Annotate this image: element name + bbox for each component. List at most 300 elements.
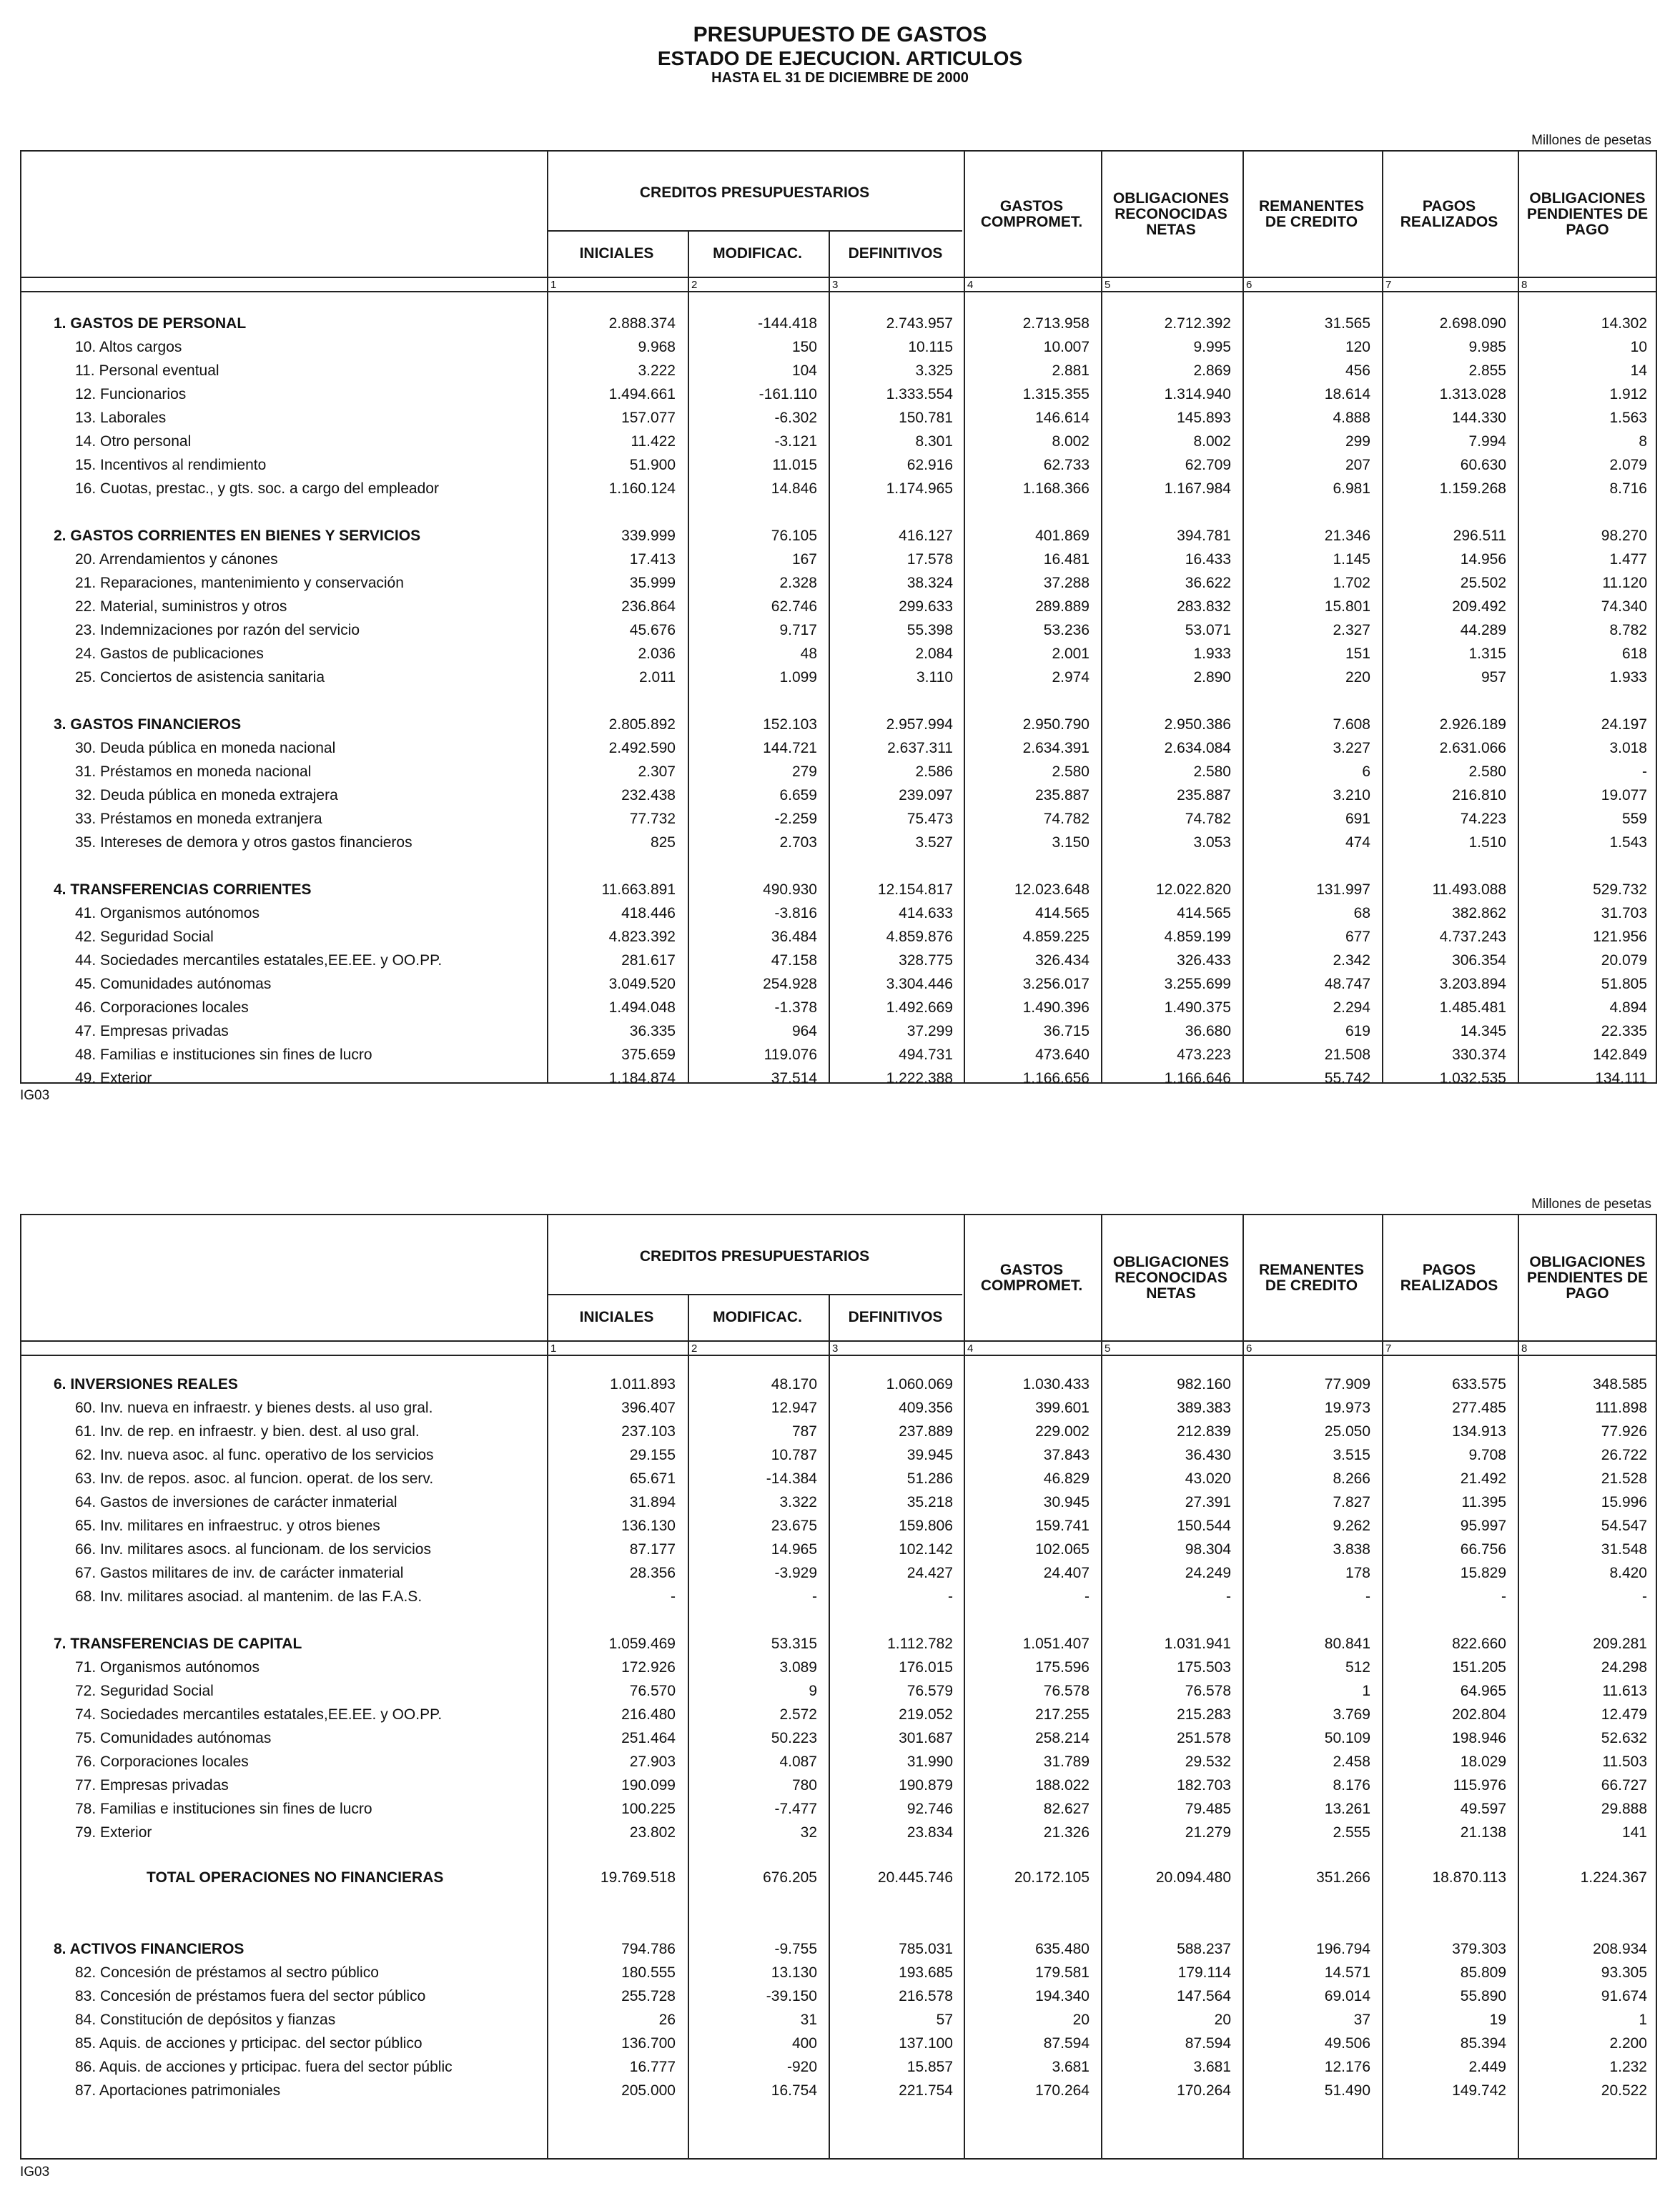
- units-label-2: Millones de pesetas: [1531, 1197, 1651, 1212]
- cell-value: 220: [1345, 669, 1370, 686]
- table-row: [21, 1961, 1656, 1984]
- cell-value: 20.094.480: [1155, 1869, 1231, 1886]
- cell-value: 3.838: [1333, 1541, 1370, 1558]
- cell-value: 301.687: [899, 1730, 953, 1746]
- cell-value: 2.888.374: [608, 315, 676, 332]
- cell-value: 175.596: [1035, 1659, 1089, 1676]
- column-number: 7: [1385, 1342, 1392, 1355]
- cell-value: 21.326: [1043, 1824, 1089, 1841]
- cell-value: 9.968: [638, 339, 676, 355]
- row-label: 49. Exterior: [75, 1070, 152, 1087]
- cell-value: 2.712.392: [1164, 315, 1231, 332]
- row-label: 16. Cuotas, prestac., y gts. soc. a cargo del empleador: [75, 480, 439, 497]
- table-row: [21, 642, 1656, 666]
- cell-value: 51.900: [629, 457, 676, 473]
- header-modificac: MODIFICAC.: [713, 245, 802, 262]
- cell-value: 51.490: [1324, 2082, 1370, 2099]
- cell-value: 159.806: [899, 1518, 953, 1534]
- cell-value: 20.079: [1601, 952, 1647, 969]
- cell-value: 2.869: [1193, 362, 1231, 379]
- cell-value: 209.492: [1452, 598, 1506, 615]
- cell-value: 144.330: [1452, 410, 1506, 426]
- cell-value: 146.614: [1035, 410, 1089, 426]
- table-row: [21, 1538, 1656, 1561]
- cell-value: 17.413: [629, 551, 676, 568]
- cell-value: 32: [800, 1824, 817, 1841]
- cell-value: 20.522: [1601, 2082, 1647, 2099]
- cell-value: -14.384: [766, 1470, 817, 1487]
- column-number: 1: [550, 279, 557, 291]
- cell-value: -: [671, 1588, 676, 1605]
- cell-value: 389.383: [1177, 1400, 1231, 1416]
- cell-value: 31.990: [906, 1754, 953, 1770]
- cell-value: -920: [786, 2059, 817, 2075]
- table-row: [21, 1067, 1656, 1090]
- row-label: 65. Inv. militares en infraestruc. y otros bienes: [75, 1518, 380, 1534]
- cell-value: 3.049.520: [608, 976, 676, 992]
- cell-value: 400: [791, 2035, 817, 2052]
- cell-value: 74.223: [1460, 811, 1506, 827]
- cell-value: -144.418: [758, 315, 817, 332]
- table-row: [21, 1750, 1656, 1774]
- cell-value: 232.438: [621, 787, 676, 803]
- cell-value: 787: [791, 1423, 817, 1440]
- cell-value: 24.427: [906, 1565, 953, 1581]
- cell-value: 255.728: [621, 1988, 676, 2004]
- cell-value: 20.445.746: [877, 1869, 953, 1886]
- cell-value: 149.742: [1452, 2082, 1506, 2099]
- cell-value: 57: [936, 2012, 953, 2028]
- cell-value: 23.802: [629, 1824, 676, 1841]
- doc-subtitle: ESTADO DE EJECUCION. ARTICULOS: [657, 47, 1023, 69]
- cell-value: 196.794: [1316, 1941, 1370, 1957]
- cell-value: 2.586: [915, 763, 953, 780]
- cell-value: 87.594: [1043, 2035, 1089, 2052]
- cell-value: 207: [1345, 457, 1370, 473]
- row-label: 63. Inv. de repos. asoc. al funcion. operat. de los serv.: [75, 1470, 434, 1487]
- cell-value: 3.304.446: [886, 976, 953, 992]
- cell-value: 87.594: [1185, 2035, 1231, 2052]
- cell-value: 4.737.243: [1439, 929, 1506, 945]
- row-label: 41. Organismos autónomos: [75, 905, 260, 921]
- table-row: [21, 335, 1656, 359]
- cell-value: 35.218: [906, 1494, 953, 1510]
- cell-value: 251.464: [621, 1730, 676, 1746]
- cell-value: 36.430: [1185, 1447, 1231, 1463]
- cell-value: 11.613: [1602, 1683, 1647, 1699]
- table-row: [21, 382, 1656, 406]
- cell-value: 76.570: [629, 1683, 676, 1699]
- cell-value: 1.224.367: [1580, 1869, 1647, 1886]
- cell-value: 37: [1353, 2012, 1370, 2028]
- cell-value: 49.506: [1324, 2035, 1370, 2052]
- row-label: 22. Material, suministros y otros: [75, 598, 287, 615]
- row-label: 75. Comunidades autónomas: [75, 1730, 272, 1746]
- cell-value: -2.259: [774, 811, 817, 827]
- cell-value: 24.249: [1185, 1565, 1231, 1581]
- cell-value: 188.022: [1035, 1777, 1089, 1794]
- cell-value: 217.255: [1035, 1706, 1089, 1723]
- cell-value: 21.528: [1601, 1470, 1647, 1487]
- cell-value: 1.159.268: [1439, 480, 1506, 497]
- cell-value: 157.077: [621, 410, 676, 426]
- cell-value: 414.565: [1035, 905, 1089, 921]
- row-label: 4. TRANSFERENCIAS CORRIENTES: [54, 881, 312, 898]
- header-obligaciones: OBLIGACIONES RECONOCIDAS NETAS: [1112, 1253, 1230, 1302]
- cell-value: 2.342: [1333, 952, 1370, 969]
- doc-date: HASTA EL 31 DE DICIEMBRE DE 2000: [711, 70, 969, 86]
- cell-value: 2.637.311: [887, 740, 953, 756]
- cell-value: -: [1642, 1588, 1647, 1605]
- cell-value: 45.676: [629, 622, 676, 638]
- table-row: [21, 1774, 1656, 1797]
- cell-value: 76.578: [1043, 1683, 1089, 1699]
- column-number: 4: [967, 1342, 974, 1355]
- cell-value: 982.160: [1177, 1376, 1231, 1393]
- cell-value: 1.912: [1609, 386, 1647, 402]
- cell-value: -: [1084, 1588, 1089, 1605]
- cell-value: 14: [1630, 362, 1647, 379]
- column-number-line: [21, 1355, 1656, 1356]
- cell-value: 52.632: [1601, 1730, 1647, 1746]
- cell-value: 179.114: [1177, 1964, 1231, 1981]
- cell-value: 588.237: [1177, 1941, 1231, 1957]
- cell-value: 20.172.105: [1014, 1869, 1089, 1886]
- cell-value: 37.299: [906, 1023, 953, 1039]
- cell-value: 36.484: [771, 929, 817, 945]
- cell-value: 60.630: [1460, 457, 1506, 473]
- cell-value: 4.823.392: [608, 929, 676, 945]
- column-number: 8: [1521, 279, 1528, 291]
- cell-value: 1.174.965: [886, 480, 953, 497]
- cell-value: 13.130: [771, 1964, 817, 1981]
- cell-value: 17.578: [906, 551, 953, 568]
- row-label: 2. GASTOS CORRIENTES EN BIENES Y SERVICIOS: [54, 528, 421, 544]
- cell-value: -7.477: [774, 1801, 817, 1817]
- cell-value: 144.721: [763, 740, 817, 756]
- cell-value: 676.205: [763, 1869, 817, 1886]
- cell-value: 3.255.699: [1164, 976, 1231, 992]
- header-modificac: MODIFICAC.: [713, 1309, 802, 1325]
- cell-value: 2.890: [1193, 669, 1231, 686]
- cell-value: 141: [1621, 1824, 1647, 1841]
- cell-value: 37.514: [771, 1070, 817, 1087]
- column-number: 6: [1246, 279, 1252, 291]
- header-bottom-line: [21, 1340, 1656, 1342]
- cell-value: -39.150: [766, 1988, 817, 2004]
- cell-value: 2.458: [1333, 1754, 1370, 1770]
- cell-value: 8.301: [915, 433, 953, 450]
- cell-value: -6.302: [774, 410, 817, 426]
- row-label: 10. Altos cargos: [75, 339, 182, 355]
- table-row: [21, 1984, 1656, 2008]
- cell-value: 473.223: [1177, 1047, 1231, 1063]
- row-label: 66. Inv. militares asocs. al funcionam. de los servicios: [75, 1541, 431, 1558]
- cell-value: 382.862: [1452, 905, 1506, 921]
- category-row: [21, 713, 1656, 736]
- cell-value: 31: [800, 2012, 817, 2028]
- cell-value: 7.608: [1333, 716, 1370, 733]
- cell-value: 296.511: [1453, 528, 1506, 544]
- cell-value: 10.787: [771, 1447, 817, 1463]
- cell-value: 30.945: [1043, 1494, 1089, 1510]
- cell-value: 193.685: [899, 1964, 953, 1981]
- cell-value: 237.889: [899, 1423, 953, 1440]
- cell-value: 3.515: [1333, 1447, 1370, 1463]
- cell-value: 2.449: [1468, 2059, 1506, 2075]
- cell-value: 134.111: [1595, 1070, 1647, 1087]
- cell-value: 180.555: [621, 1964, 676, 1981]
- cell-value: 14.956: [1460, 551, 1506, 568]
- row-label: 83. Concesión de préstamos fuera del sector público: [75, 1988, 426, 2004]
- row-label: 12. Funcionarios: [75, 386, 187, 402]
- cell-value: 299.633: [899, 598, 953, 615]
- cell-value: 2.743.957: [886, 315, 953, 332]
- cell-value: 14.345: [1460, 1023, 1506, 1039]
- cell-value: 1.030.433: [1022, 1376, 1089, 1393]
- cell-value: 474: [1345, 834, 1370, 851]
- cell-value: 77.909: [1324, 1376, 1370, 1393]
- cell-value: 66.756: [1460, 1541, 1506, 1558]
- total-row: [21, 1866, 1656, 1889]
- cell-value: 277.485: [1452, 1400, 1506, 1416]
- cell-value: 254.928: [763, 976, 817, 992]
- cell-value: 24.197: [1601, 716, 1647, 733]
- cell-value: 3.053: [1193, 834, 1231, 851]
- row-label: 33. Préstamos en moneda extranjera: [75, 811, 322, 827]
- cell-value: 22.335: [1601, 1023, 1647, 1039]
- cell-value: 8.266: [1333, 1470, 1370, 1487]
- cell-value: 1.485.481: [1439, 999, 1506, 1016]
- cell-value: 39.945: [906, 1447, 953, 1463]
- table-row: [21, 477, 1656, 500]
- cell-value: 456: [1345, 362, 1370, 379]
- cell-value: 1.510: [1468, 834, 1506, 851]
- cell-value: 2.950.790: [1022, 716, 1089, 733]
- cell-value: -3.929: [774, 1565, 817, 1581]
- cell-value: 4.859.225: [1022, 929, 1089, 945]
- cell-value: 326.433: [1177, 952, 1231, 969]
- table-row: [21, 1561, 1656, 1585]
- cell-value: 1.702: [1333, 575, 1370, 591]
- cell-value: 31.548: [1601, 1541, 1647, 1558]
- cell-value: 121.956: [1593, 929, 1647, 945]
- row-label: 64. Gastos de inversiones de carácter inmaterial: [75, 1494, 397, 1510]
- cell-value: 29.532: [1185, 1754, 1231, 1770]
- cell-value: 21.279: [1185, 1824, 1231, 1841]
- row-label: 15. Incentivos al rendimiento: [75, 457, 267, 473]
- table-row: [21, 2079, 1656, 2102]
- cell-value: 62.709: [1185, 457, 1231, 473]
- row-label: 45. Comunidades autónomas: [75, 976, 272, 992]
- table-row: [21, 925, 1656, 949]
- cell-value: 208.934: [1593, 1941, 1647, 1957]
- row-label: 48. Familias e instituciones sin fines de lucro: [75, 1047, 372, 1063]
- cell-value: 29.155: [629, 1447, 676, 1463]
- table-row: [21, 406, 1656, 430]
- column-number: 6: [1246, 1342, 1252, 1355]
- cell-value: 11.395: [1461, 1494, 1506, 1510]
- cell-value: 289.889: [1035, 598, 1089, 615]
- cell-value: 21.492: [1460, 1470, 1506, 1487]
- table-row: [21, 760, 1656, 783]
- cell-value: 1.492.669: [886, 999, 953, 1016]
- cell-value: 3.222: [638, 362, 676, 379]
- table-row: [21, 1490, 1656, 1514]
- cell-value: 1.494.048: [608, 999, 676, 1016]
- cell-value: 414.565: [1177, 905, 1231, 921]
- cell-value: 473.640: [1035, 1047, 1089, 1063]
- cell-value: 25.050: [1324, 1423, 1370, 1440]
- cell-value: 19: [1489, 2012, 1506, 2028]
- cell-value: 235.887: [1177, 787, 1231, 803]
- cell-value: 194.340: [1035, 1988, 1089, 2004]
- row-label: TOTAL OPERACIONES NO FINANCIERAS: [147, 1869, 444, 1886]
- cell-value: -: [812, 1588, 817, 1605]
- cell-value: 16.481: [1043, 551, 1089, 568]
- cell-value: -1.378: [774, 999, 817, 1016]
- cell-value: 66.727: [1601, 1777, 1647, 1794]
- cell-value: 529.732: [1593, 881, 1647, 898]
- cell-value: 2.950.386: [1164, 716, 1231, 733]
- cell-value: 785.031: [899, 1941, 953, 1957]
- cell-value: 35.999: [629, 575, 676, 591]
- cell-value: 8.716: [1609, 480, 1647, 497]
- column-number: 2: [691, 1342, 698, 1355]
- table-row: [21, 666, 1656, 689]
- cell-value: 62.916: [906, 457, 953, 473]
- cell-value: 55.742: [1324, 1070, 1370, 1087]
- cell-value: 13.261: [1324, 1801, 1370, 1817]
- table-row: [21, 430, 1656, 453]
- cell-value: 3.325: [915, 362, 953, 379]
- table-row: [21, 1396, 1656, 1420]
- cell-value: 1.543: [1609, 834, 1647, 851]
- table-row: [21, 1797, 1656, 1821]
- cell-value: 36.622: [1185, 575, 1231, 591]
- cell-value: 53.071: [1185, 622, 1231, 638]
- cell-value: 15.829: [1460, 1565, 1506, 1581]
- row-label: 6. INVERSIONES REALES: [54, 1376, 238, 1393]
- row-label: 25. Conciertos de asistencia sanitaria: [75, 669, 325, 686]
- cell-value: 2.036: [638, 646, 676, 662]
- cell-value: 379.303: [1452, 1941, 1506, 1957]
- column-number: 1: [550, 1342, 557, 1355]
- cell-value: -: [948, 1588, 953, 1605]
- cell-value: 53.315: [771, 1636, 817, 1652]
- cell-value: 31.565: [1324, 315, 1370, 332]
- table-row: [21, 359, 1656, 382]
- row-label: 67. Gastos militares de inv. de carácter inmaterial: [75, 1565, 404, 1581]
- cell-value: 1.166.656: [1022, 1070, 1089, 1087]
- cell-value: 3.681: [1193, 2059, 1231, 2075]
- cell-value: 21.508: [1324, 1047, 1370, 1063]
- cell-value: 48: [800, 646, 817, 662]
- cell-value: 375.659: [621, 1047, 676, 1063]
- cell-value: 25.502: [1460, 575, 1506, 591]
- cell-value: 1.315: [1468, 646, 1506, 662]
- cell-value: 691: [1345, 811, 1370, 827]
- cell-value: 7.827: [1333, 1494, 1370, 1510]
- cell-value: 12.947: [771, 1400, 817, 1416]
- cell-value: 36.335: [629, 1023, 676, 1039]
- cell-value: 1.011.893: [610, 1376, 676, 1393]
- column-number-line: [21, 291, 1656, 292]
- cell-value: 306.354: [1452, 952, 1506, 969]
- cell-value: 414.633: [899, 905, 953, 921]
- cell-value: 4.888: [1333, 410, 1370, 426]
- cell-value: 2.492.590: [608, 740, 676, 756]
- row-label: 11. Personal eventual: [75, 362, 219, 379]
- header-iniciales: INICIALES: [579, 245, 654, 262]
- row-label: 72. Seguridad Social: [75, 1683, 214, 1699]
- cell-value: 1.490.396: [1022, 999, 1089, 1016]
- category-row: [21, 1937, 1656, 1961]
- cell-value: 4.087: [779, 1754, 817, 1770]
- budget-table-1: [20, 150, 1657, 1087]
- cell-value: -3.121: [774, 433, 817, 450]
- cell-value: 14.965: [771, 1541, 817, 1558]
- cell-value: 23.675: [771, 1518, 817, 1534]
- cell-value: 1.222.388: [886, 1070, 953, 1087]
- header-definitivos: DEFINITIVOS: [848, 1309, 943, 1325]
- cell-value: 62.733: [1043, 457, 1089, 473]
- cell-value: 6.981: [1333, 480, 1370, 497]
- cell-value: 780: [791, 1777, 817, 1794]
- cell-value: 209.281: [1593, 1636, 1647, 1652]
- cell-value: 825: [650, 834, 676, 851]
- cell-value: 8.420: [1609, 1565, 1647, 1581]
- table-row: [21, 949, 1656, 972]
- cell-value: 416.127: [899, 528, 953, 544]
- row-label: 85. Aquis. de acciones y prticipac. del sector público: [75, 2035, 423, 2052]
- cell-value: 1.494.661: [608, 386, 676, 402]
- table-row: [21, 1443, 1656, 1467]
- cell-value: 15.857: [906, 2059, 953, 2075]
- cell-value: 120: [1345, 339, 1370, 355]
- cell-value: 1.184.874: [608, 1070, 676, 1087]
- cell-value: 8: [1639, 433, 1647, 450]
- table-row: [21, 571, 1656, 595]
- row-label: 21. Reparaciones, mantenimiento y conservación: [75, 575, 404, 591]
- cell-value: 172.926: [621, 1659, 676, 1676]
- cell-value: 1.933: [1609, 669, 1647, 686]
- table-row: [21, 736, 1656, 760]
- cell-value: 3.322: [779, 1494, 817, 1510]
- cell-value: 6: [1362, 763, 1370, 780]
- header-pendientes: OBLIGACIONES PENDIENTES DE PAGO: [1526, 1253, 1649, 1302]
- cell-value: 10.115: [908, 339, 953, 355]
- cell-value: 50.223: [771, 1730, 817, 1746]
- cell-value: 3.256.017: [1022, 976, 1089, 992]
- cell-value: 559: [1621, 811, 1647, 827]
- cell-value: 62.746: [771, 598, 817, 615]
- cell-value: 12.023.648: [1014, 881, 1089, 898]
- cell-value: 93.305: [1601, 1964, 1647, 1981]
- cell-value: 794.786: [621, 1941, 676, 1957]
- category-row: [21, 312, 1656, 335]
- cell-value: 212.839: [1177, 1423, 1231, 1440]
- cell-value: 4.859.199: [1164, 929, 1231, 945]
- cell-value: 151.205: [1452, 1659, 1506, 1676]
- cell-value: 98.304: [1185, 1541, 1231, 1558]
- cell-value: 235.887: [1035, 787, 1089, 803]
- cell-value: 2.580: [1052, 763, 1089, 780]
- table-row: [21, 595, 1656, 618]
- cell-value: 51.286: [906, 1470, 953, 1487]
- cell-value: 170.264: [1177, 2082, 1231, 2099]
- cell-value: 3.203.894: [1439, 976, 1506, 992]
